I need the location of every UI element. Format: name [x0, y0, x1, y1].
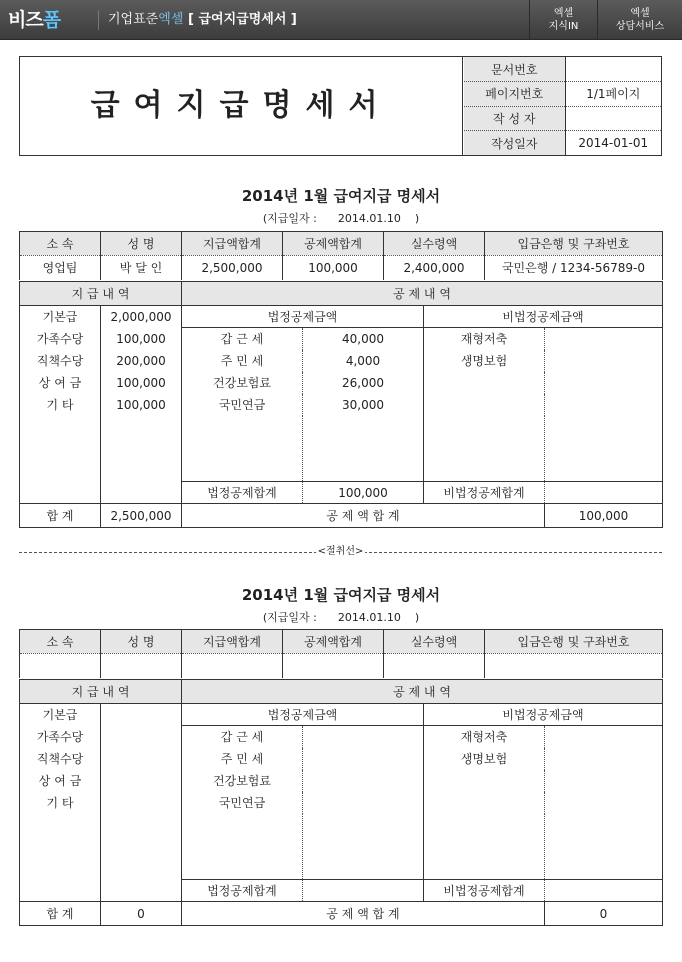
nonlegal-sum-label: 비법정공제합계 [424, 482, 545, 504]
dept-value[interactable] [20, 654, 101, 678]
legal-item: 건강보험료 [182, 372, 303, 394]
author-label: 작 성 자 [464, 106, 565, 131]
pay-value[interactable]: 200,000 [101, 350, 182, 372]
pay-item: 직책수당 [20, 748, 101, 770]
legal-sum-label: 법정공제합계 [182, 880, 303, 902]
total-deduct-value[interactable] [283, 654, 384, 678]
pay-item: 기 타 [20, 792, 101, 814]
slip1-title: 2014년 1월 급여지급 명세서 [241, 187, 441, 205]
page-no-value[interactable]: 1/1페이지 [565, 82, 661, 107]
total-label: 합 계 [20, 504, 101, 528]
slip2-title: 2014년 1월 급여지급 명세서 [241, 586, 441, 604]
legal-item: 갑 근 세 [182, 726, 303, 748]
page-title: 급여지급명세서 [20, 57, 463, 155]
slip1-table [19, 231, 663, 280]
legal-deduct-header: 법정공제금액 [182, 704, 424, 726]
legal-value[interactable] [303, 748, 424, 770]
legal-value[interactable]: 4,000 [303, 350, 424, 372]
excel-knowledge-button[interactable]: 엑셀 지식IN [529, 0, 597, 40]
excel-consult-button[interactable]: 엑셀 상담서비스 [597, 0, 682, 40]
pay-value[interactable] [101, 726, 182, 748]
name-value[interactable] [101, 654, 182, 678]
deduct-total-value[interactable]: 0 [545, 902, 663, 926]
pay-total-value[interactable]: 0 [101, 902, 182, 926]
nonlegal-value[interactable] [545, 328, 663, 350]
deduct-detail-header: 공 제 내 역 [182, 680, 663, 704]
nonlegal-sum-label: 비법정공제합계 [424, 880, 545, 902]
pay-value[interactable]: 100,000 [101, 328, 182, 350]
pay-item: 가족수당 [20, 328, 101, 350]
pay-item: 상 여 금 [20, 372, 101, 394]
cut-line-label: <절취선> [317, 546, 364, 557]
slip2-detail-table [19, 679, 663, 926]
total-deduct-header: 공제액합계 [283, 630, 384, 654]
bank-value[interactable] [485, 654, 663, 678]
pay-item: 가족수당 [20, 726, 101, 748]
cut-line [19, 545, 662, 559]
pay-value[interactable] [101, 704, 182, 726]
slip1-detail-table [19, 281, 663, 528]
nonlegal-deduct-header: 비법정공제금액 [424, 704, 663, 726]
name-value[interactable]: 박 달 인 [101, 256, 182, 280]
pay-item: 상 여 금 [20, 770, 101, 792]
legal-value[interactable] [303, 770, 424, 792]
pay-value[interactable]: 100,000 [101, 394, 182, 416]
legal-sum-value[interactable]: 100,000 [303, 482, 424, 504]
doc-no-value[interactable] [565, 57, 661, 82]
dept-header: 소 속 [20, 630, 101, 654]
total-pay-value[interactable] [182, 654, 283, 678]
nonlegal-item: 생명보험 [424, 350, 545, 372]
legal-sum-label: 법정공제합계 [182, 482, 303, 504]
legal-item: 갑 근 세 [182, 328, 303, 350]
pay-value[interactable] [101, 792, 182, 814]
net-pay-value[interactable]: 2,400,000 [384, 256, 485, 280]
legal-deduct-header: 법정공제금액 [182, 306, 424, 328]
name-header: 성 명 [101, 630, 182, 654]
total-deduct-value[interactable]: 100,000 [283, 256, 384, 280]
legal-value[interactable] [303, 726, 424, 748]
page-no-label: 페이지번호 [464, 82, 565, 107]
legal-sum-value[interactable] [303, 880, 424, 902]
document-info-table [464, 57, 661, 155]
pay-value[interactable] [101, 770, 182, 792]
deduct-total-label: 공 제 액 합 계 [182, 504, 545, 528]
legal-value[interactable]: 30,000 [303, 394, 424, 416]
net-pay-header: 실수령액 [384, 630, 485, 654]
nonlegal-sum-value[interactable] [545, 482, 663, 504]
total-label: 합 계 [20, 902, 101, 926]
slip2-pay-date: (지급일자 : 2014.01.10 ) [262, 611, 420, 624]
author-value[interactable] [565, 106, 661, 131]
slip2-table [19, 629, 663, 678]
name-header: 성 명 [101, 232, 182, 256]
legal-value[interactable] [303, 792, 424, 814]
dept-header: 소 속 [20, 232, 101, 256]
total-deduct-header: 공제액합계 [283, 232, 384, 256]
legal-item: 국민연금 [182, 394, 303, 416]
top-bar [0, 0, 682, 40]
bank-header: 입금은행 및 구좌번호 [485, 630, 663, 654]
slip1-pay-date: (지급일자 : 2014.01.10 ) [262, 212, 420, 225]
pay-item: 기본급 [20, 306, 101, 328]
nonlegal-item: 재형저축 [424, 726, 545, 748]
pay-detail-header: 지 급 내 역 [20, 282, 182, 306]
net-pay-header: 실수령액 [384, 232, 485, 256]
nonlegal-value[interactable] [545, 748, 663, 770]
pay-detail-header: 지 급 내 역 [20, 680, 182, 704]
bank-header: 입금은행 및 구좌번호 [485, 232, 663, 256]
nonlegal-deduct-header: 비법정공제금액 [424, 306, 663, 328]
legal-item: 주 민 세 [182, 350, 303, 372]
date-value[interactable]: 2014-01-01 [578, 136, 649, 150]
legal-item: 국민연금 [182, 792, 303, 814]
deduct-total-label: 공 제 액 합 계 [182, 902, 545, 926]
doc-no-label: 문서번호 [464, 57, 565, 82]
total-pay-header: 지급액합계 [182, 630, 283, 654]
pay-item: 직책수당 [20, 350, 101, 372]
bank-value[interactable]: 국민은행 / 1234-56789-0 [485, 256, 663, 280]
total-pay-value[interactable]: 2,500,000 [182, 256, 283, 280]
pay-total-value[interactable]: 2,500,000 [101, 504, 182, 528]
divider [98, 10, 99, 30]
pay-item: 기본급 [20, 704, 101, 726]
pay-value[interactable]: 100,000 [101, 372, 182, 394]
legal-item: 주 민 세 [182, 748, 303, 770]
deduct-total-value[interactable]: 100,000 [545, 504, 663, 528]
date-label: 작성일자 [464, 131, 565, 156]
nonlegal-item: 생명보험 [424, 748, 545, 770]
bizform-logo[interactable]: 비즈폼 [8, 9, 61, 31]
net-pay-value[interactable] [384, 654, 485, 678]
total-pay-header: 지급액합계 [182, 232, 283, 256]
pay-value[interactable]: 2,000,000 [101, 306, 182, 328]
legal-value[interactable]: 26,000 [303, 372, 424, 394]
legal-item: 건강보험료 [182, 770, 303, 792]
nonlegal-sum-value[interactable] [545, 880, 663, 902]
nonlegal-item: 재형저축 [424, 328, 545, 350]
deduct-detail-header: 공 제 내 역 [182, 282, 663, 306]
legal-value[interactable]: 40,000 [303, 328, 424, 350]
pay-item: 기 타 [20, 394, 101, 416]
brand-label: 기업표준엑셀 [108, 12, 184, 27]
nonlegal-value[interactable] [545, 350, 663, 372]
pay-value[interactable] [101, 748, 182, 770]
nonlegal-value[interactable] [545, 726, 663, 748]
document-title: [ 급여지급명세서 ] [188, 12, 297, 27]
document-header [19, 56, 662, 156]
dept-value[interactable]: 영업팀 [20, 256, 101, 280]
